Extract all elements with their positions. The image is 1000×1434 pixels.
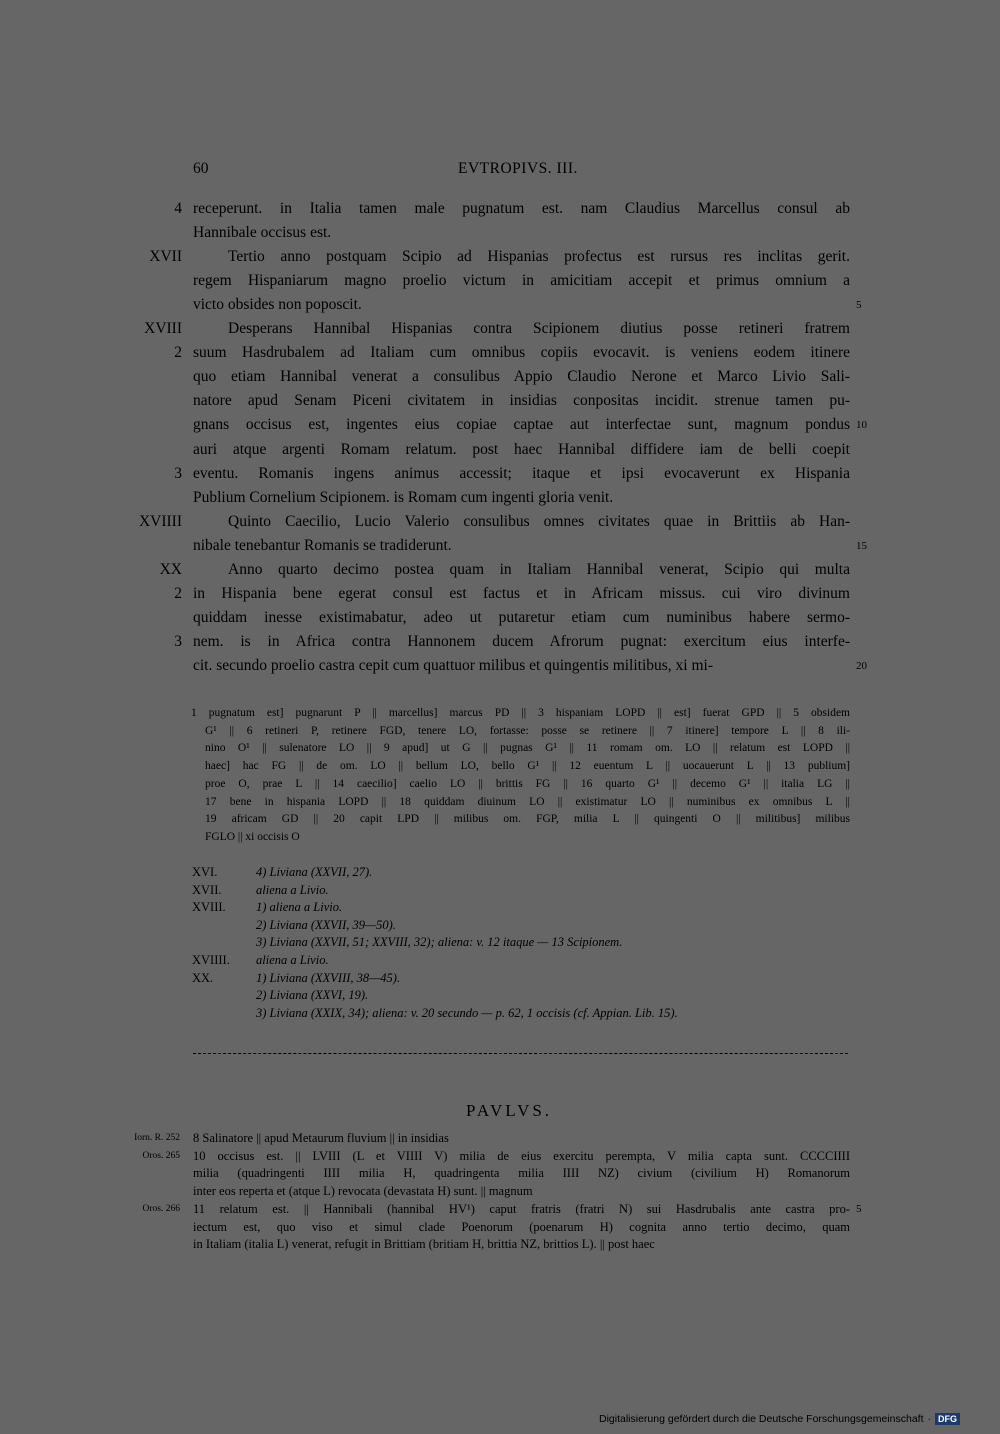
apparatus-line: G¹ || 6 retineri P, retinere FGD, tenere LO, fortasse: posse se retinere || 7 itinere] tempore L || 8 ili- xyxy=(205,724,850,737)
text-line: Anno quarto decimo postea quam in Italiam Hannibal venerat, Scipio qui multa xyxy=(228,560,850,578)
apparatus-line: haec] hac FG || de om. LO || bellum LO, bello G¹ || 12 euentum L || uocauerunt L || 13 publium] xyxy=(205,760,850,773)
source-note: aliena a Livio. xyxy=(256,953,329,967)
page-number: 60 xyxy=(193,160,209,177)
line-marginal-left: 4 xyxy=(174,200,182,217)
text-line: quo etiam Hannibal venerat a consulibus Appio Claudio Nerone et Marco Livio Sali- xyxy=(193,368,850,386)
text-line: Publium Cornelium Scipionem. is Romam cum ingenti gloria venit. xyxy=(193,488,614,506)
line-marginal-left: XX xyxy=(159,560,182,578)
apparatus-line: 1 pugnatum est] pugnarunt P || marcellus] marcus PD || 3 hispaniam LOPD || est] fuerat GPD || 5 obsidem xyxy=(191,707,850,719)
footer-text: Digitalisierung gefördert durch die Deutsche Forschungsgemeinschaft xyxy=(598,1413,924,1425)
apparatus-line: FGLO || xi occisis O xyxy=(205,830,300,843)
apparatus-line: 17 bene in hispania LOPD || 18 quiddam diuinum LO || existimatur LO || numinibus ex omnibus L || xyxy=(205,795,850,808)
line-number-right: 20 xyxy=(856,659,867,672)
apparatus-line: proe O, prae L || 14 caecilio] caelio LO || brittis FG || 16 quarto G¹ || decemo G¹ || italia LG || xyxy=(205,777,850,790)
source-label: XVI. xyxy=(192,865,218,879)
text-line: nibale tenebantur Romanis se tradiderunt. xyxy=(193,536,452,554)
line-marginal-left: 2 xyxy=(174,344,182,362)
paulus-line: 10 occisus est. || LVIII (L et VIIII V) milia de eius exercitu perempta, V milia capta sunt. CCCCIIII xyxy=(193,1148,850,1163)
source-label: XVII. xyxy=(192,882,222,897)
text-line: cit. secundo proelio castra cepit cum quattuor milibus et quingentis militibus, xi mi- xyxy=(193,656,714,674)
separator-rule xyxy=(193,1053,848,1054)
line-marginal-left: XVII xyxy=(149,248,182,266)
paulus-line: in Italiam (italia L) venerat, refugit in Brittiam (britiam H, brittia NZ, brittios L). || post haec xyxy=(193,1237,655,1252)
paulus-reference: Iorn. R. 252 xyxy=(134,1133,180,1143)
text-line: eventu. Romanis ingens animus accessit; itaque et ipsi evocaverunt ex Hispania xyxy=(193,464,850,482)
source-note: 1) aliena a Livio. xyxy=(256,900,343,915)
text-line: regem Hispaniarum magno proelio victum in amicitiam accepit et primus omnium a xyxy=(193,272,850,290)
running-title: EVTROPIVS. III. xyxy=(458,160,578,177)
source-note: aliena a Livio. xyxy=(256,882,329,897)
text-line: suum Hasdrubalem ad Italiam cum omnibus copiis evocavit. is veniens eodem itinere xyxy=(193,344,850,362)
text-line: natore apud Senam Piceni civitatem in insidias conpositas incidit. strenue tamen pu- xyxy=(193,392,850,410)
paulus-line-number: 5 xyxy=(856,1202,862,1215)
paulus-reference: Oros. 266 xyxy=(142,1203,180,1214)
text-line: Hannibale occisus est. xyxy=(193,224,332,242)
source-note: 4) Liviana (XXVII, 27). xyxy=(256,865,373,879)
footer-separator: · xyxy=(927,1413,931,1425)
source-note: 3) Liviana (XXIX, 34); aliena: v. 20 secundo — p. 62, 1 occisis (cf. Appian. Lib. 15). xyxy=(256,1005,678,1020)
text-line: in Hispania bene egerat consul est factus et in Africam missus. cui viro divinum xyxy=(193,584,850,602)
apparatus-line: 19 africam GD || 20 capit LPD || milibus om. FGP, milia L || quingenti O || militibus] milibus xyxy=(205,813,850,826)
text-line: quiddam inesse existimabatur, adeo ut putaretur etiam cum numinibus habere sermo- xyxy=(193,608,850,626)
source-label: XVIIII. xyxy=(192,953,230,967)
paulus-reference: Oros. 265 xyxy=(142,1150,180,1161)
paulus-line: 11 relatum est. || Hannibali (hannibal HV¹) caput fratris (fratri N) sui Hasdrubalis ante castra pro- xyxy=(193,1201,850,1216)
apparatus-line: nino O¹ || sulenatore LO || 9 apud] ut G || pugnas G¹ || 11 romam om. LO || relatum est LOPD || xyxy=(205,742,850,755)
text-line: nem. is in Africa contra Hannonem ducem Afrorum pugnat: exercitum eius interfe- xyxy=(193,632,850,650)
line-marginal-left: 2 xyxy=(174,584,182,602)
footer-credit xyxy=(599,1413,960,1425)
paulus-line: inter eos reperta et (atque L) revocata (devastata H) sunt. || magnum xyxy=(193,1184,533,1199)
paulus-line: milia (quadringenti IIII milia H, quadringenta milia IIII NZ) civium (civilium H) Romanorum xyxy=(193,1166,850,1181)
source-label: XVIII. xyxy=(192,900,226,915)
paulus-heading: PAVLVS. xyxy=(466,1101,553,1120)
text-line: receperunt. in Italia tamen male pugnatum est. nam Claudius Marcellus consul ab xyxy=(193,200,850,217)
source-label: XX. xyxy=(192,970,214,985)
text-line: auri atque argenti Romam relatum. post haec Hannibal diffidere iam de belli coepit xyxy=(193,440,850,458)
paulus-line: 8 Salinatore || apud Metaurum fluvium || in insidias xyxy=(193,1131,449,1145)
dfg-logo: DFG xyxy=(935,1413,960,1425)
source-note: 2) Liviana (XXVI, 19). xyxy=(256,988,369,1003)
text-line: Tertio anno postquam Scipio ad Hispanias profectus est rursus res inclitas gerit. xyxy=(228,248,850,266)
line-number-right: 15 xyxy=(856,539,867,552)
text-line: victo obsides non poposcit. xyxy=(193,296,362,314)
line-marginal-left: XVIIII xyxy=(138,512,182,530)
source-note: 3) Liviana (XXVII, 51; XXVIII, 32); aliena: v. 12 itaque — 13 Scipionem. xyxy=(256,935,623,950)
text-line: Quinto Caecilio, Lucio Valerio consulibus omnes civitates quae in Brittiis ab Han- xyxy=(228,512,850,530)
text-line: Desperans Hannibal Hispanias contra Scipionem diutius posse retineri fratrem xyxy=(228,320,850,338)
text-line: gnans occisus est, ingentes eius copiae captae aut interfectae sunt, magnum pondus xyxy=(193,416,850,434)
paulus-line: iectum est, quo viso et simul clade Poenorum (poenarum H) cognita anno tertio decimo, quam xyxy=(193,1219,850,1234)
line-number-right: 10 xyxy=(856,419,867,432)
line-number-right: 5 xyxy=(856,299,862,312)
line-marginal-left: 3 xyxy=(174,464,182,482)
line-marginal-left: 3 xyxy=(174,632,182,650)
line-marginal-left: XVIII xyxy=(144,320,182,338)
source-note: 1) Liviana (XXVIII, 38—45). xyxy=(256,970,401,985)
source-note: 2) Liviana (XXVII, 39—50). xyxy=(256,917,396,932)
